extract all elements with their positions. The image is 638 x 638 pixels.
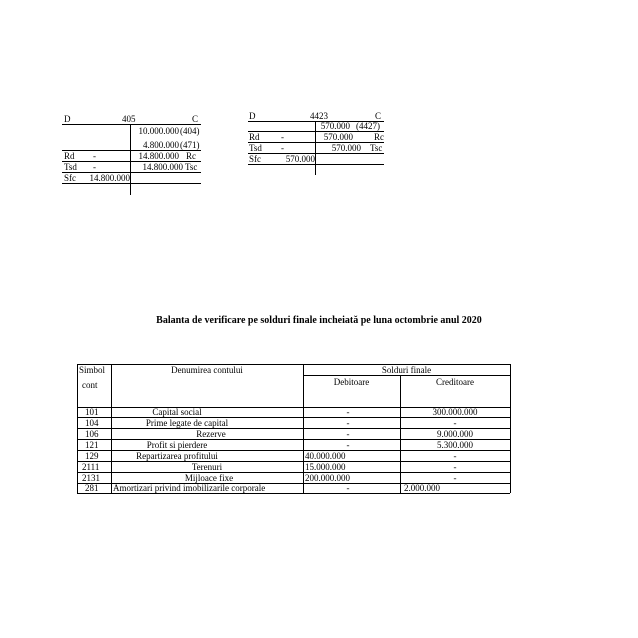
row-debit: - xyxy=(346,483,350,493)
header-debitoare: Debitoare xyxy=(333,377,370,387)
t4423-row-label: Tsd xyxy=(249,143,262,153)
row-denumire: Profit si pierdere xyxy=(146,440,208,450)
t4423-credit-value: 570.000 xyxy=(320,121,350,131)
header-simbol: Simbol xyxy=(79,365,106,375)
row-credit: - xyxy=(453,473,457,483)
t405-credit-tag: Rc xyxy=(186,151,196,161)
row-denumire: Rezerve xyxy=(196,429,226,439)
row-denumire: Amortizari privind imobilizarile corporale xyxy=(113,483,266,493)
t405-credit-tag: Tsc xyxy=(185,162,198,172)
row-debit: - xyxy=(346,407,350,417)
t4423-debit-label: D xyxy=(249,111,256,121)
row-simbol: 281 xyxy=(85,483,99,493)
balance-title: Balanta de verificare pe solduri finale incheiată pe luna octombrie anul 2020 xyxy=(156,315,482,326)
row-denumire: Repartizarea profitului xyxy=(136,451,218,461)
t405-credit-value: 10.000.000 xyxy=(138,126,179,136)
t405-account-number: 405 xyxy=(122,114,136,124)
row-credit: - xyxy=(453,462,457,472)
t4423-credit-tag: (4427) xyxy=(356,121,380,131)
row-credit: 5.300.000 xyxy=(437,440,473,450)
t4423-row-label: Rd xyxy=(249,132,260,142)
row-simbol: 101 xyxy=(85,407,99,417)
t4423-debit-value: 570.000 xyxy=(285,154,315,164)
header-creditoare: Creditoare xyxy=(436,377,474,387)
t4423-row-label: Sfc xyxy=(249,154,261,164)
t405-credit-label: C xyxy=(192,114,199,124)
t4423-debit-value: - xyxy=(281,143,284,153)
row-debit: - xyxy=(346,418,350,428)
row-debit: 40.000.000 xyxy=(305,451,346,461)
t405-debit-value: 14.800.000 xyxy=(89,173,130,183)
row-debit: 15.000.000 xyxy=(305,462,346,472)
row-credit: 300.000.000 xyxy=(432,407,478,417)
row-denumire: Terenuri xyxy=(191,462,223,472)
t4423-rule xyxy=(248,164,384,165)
t405-debit-value: - xyxy=(93,151,96,161)
row-simbol: 121 xyxy=(85,440,99,450)
t405-debit-label: D xyxy=(64,114,71,124)
t405-credit-tag: (404) xyxy=(180,126,200,136)
row-debit: 200.000.000 xyxy=(305,473,350,483)
row-simbol: 2131 xyxy=(82,473,100,483)
t4423-rule xyxy=(248,153,384,154)
t405-credit-value: 14.800.000 xyxy=(142,162,183,172)
t4423-credit-tag: Tsc xyxy=(370,143,383,153)
t405-row-label: Sfc xyxy=(64,173,76,183)
t405-top-rule xyxy=(62,124,201,125)
t4423-credit-value: 570.000 xyxy=(331,143,361,153)
table-right-rule xyxy=(510,364,511,493)
row-debit: - xyxy=(346,440,350,450)
row-credit: - xyxy=(453,451,457,461)
header-solduri-finale: Solduri finale xyxy=(381,365,432,375)
table-bottom-rule xyxy=(77,493,510,494)
t405-rule xyxy=(62,183,201,184)
t405-row-label: Tsd xyxy=(64,162,77,172)
t4423-debit-value: - xyxy=(281,132,284,142)
t405-credit-tag: (471) xyxy=(180,140,200,150)
header-denumirea: Denumirea contului xyxy=(171,365,243,375)
row-denumire: Capital social xyxy=(152,407,202,417)
t405-credit-value: 14.800.000 xyxy=(138,151,179,161)
t4423-credit-tag: Rc xyxy=(374,132,384,142)
row-credit: 2.000.000 xyxy=(404,483,440,493)
row-credit: - xyxy=(453,418,457,428)
row-simbol: 129 xyxy=(85,451,99,461)
t405-credit-value: 4.800.000 xyxy=(143,140,179,150)
row-credit: 9.000.000 xyxy=(437,429,473,439)
t4423-account-number: 4423 xyxy=(310,111,328,121)
t4423-credit-label: C xyxy=(375,111,382,121)
row-simbol: 104 xyxy=(85,418,99,428)
row-simbol: 2111 xyxy=(82,462,100,472)
header-cont: cont xyxy=(82,380,98,390)
table-subheader-rule xyxy=(303,375,510,376)
t405-debit-value: - xyxy=(93,162,96,172)
t4423-credit-value: 570.000 xyxy=(323,132,353,142)
t405-row-label: Rd xyxy=(64,151,75,161)
row-simbol: 106 xyxy=(85,429,99,439)
row-denumire: Prime legate de capital xyxy=(145,418,229,428)
row-debit: - xyxy=(346,429,350,439)
row-denumire: Mijloace fixe xyxy=(184,473,234,483)
